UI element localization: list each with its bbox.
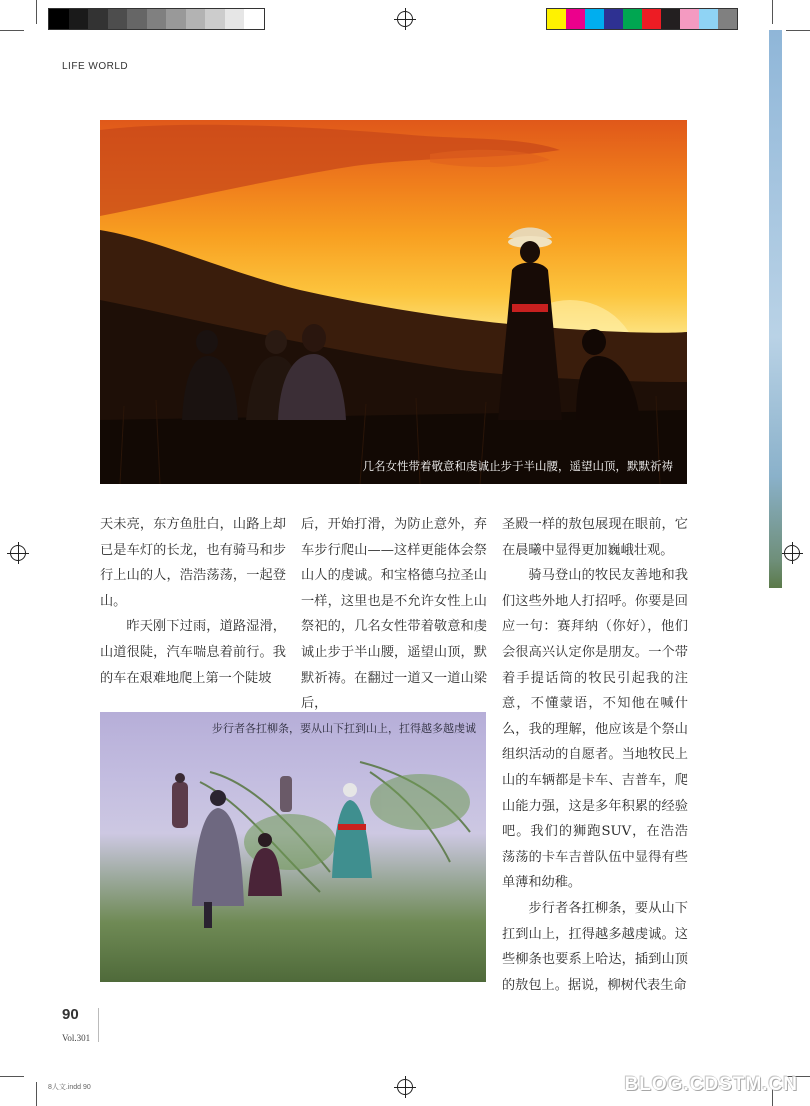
crop-mark xyxy=(772,0,773,24)
article-column-3 xyxy=(502,512,688,998)
gray-swatch xyxy=(244,9,264,29)
registration-mark-icon xyxy=(397,11,413,27)
color-swatch xyxy=(585,9,604,29)
watermark: BLOG.CDSTM.CN xyxy=(624,1074,798,1095)
paragraph: 步行者各扛柳条，要从山下扛到山上，扛得越多越虔诚。这些柳条也要系上哈达，插到山顶的敖包上。据说，柳树代表生命 xyxy=(502,900,688,993)
crop-mark xyxy=(36,1082,37,1106)
crop-mark xyxy=(0,1076,24,1077)
gray-swatch xyxy=(69,9,89,29)
photo-caption: 几名女性带着敬意和虔诚止步于半山腰，遥望山顶，默默祈祷 xyxy=(362,461,673,473)
gray-swatch xyxy=(88,9,108,29)
paragraph: 后，开始打滑，为防止意外，弃车步行爬山——这样更能体会祭山人的虔诚。和宝格德乌拉圣山一样，这里也是不允许女性上山祭祀的，几名女性带着敬意和虔诚止步于半山腰，遥望山顶，默默祈祷。在翻过一道又一道山梁后， xyxy=(301,517,487,712)
section-label: LIFE WORLD xyxy=(62,61,129,72)
color-calibration-bar xyxy=(546,8,738,30)
volume-label: Vol.301 xyxy=(62,1033,91,1043)
color-swatch xyxy=(566,9,585,29)
color-swatch xyxy=(699,9,718,29)
crop-mark xyxy=(36,0,37,24)
article-column-1 xyxy=(100,512,286,691)
footer-divider xyxy=(98,1008,99,1042)
photo-willow-walkers xyxy=(100,712,486,982)
adjacent-page-strip xyxy=(769,30,782,588)
page-number: 90 xyxy=(62,1006,79,1023)
crop-mark xyxy=(786,30,810,31)
color-swatch xyxy=(547,9,566,29)
paragraph: 昨天刚下过雨，道路湿滑，山道很陡，汽车喘息着前行。我的车在艰难地爬上第一个陡坡 xyxy=(100,619,286,686)
gray-swatch xyxy=(108,9,128,29)
color-swatch xyxy=(718,9,737,29)
gray-swatch xyxy=(205,9,225,29)
article-column-2 xyxy=(301,512,487,717)
print-slug: 8人文.indd 90 xyxy=(48,1084,91,1091)
gray-swatch xyxy=(225,9,245,29)
color-swatch xyxy=(661,9,680,29)
registration-mark-icon xyxy=(784,545,800,561)
photo-sunset-hillside xyxy=(100,120,687,484)
crop-mark xyxy=(0,30,24,31)
color-swatch xyxy=(680,9,699,29)
grayscale-calibration-bar xyxy=(48,8,265,30)
gray-swatch xyxy=(127,9,147,29)
color-swatch xyxy=(642,9,661,29)
gray-swatch xyxy=(147,9,167,29)
registration-mark-icon xyxy=(10,545,26,561)
paragraph: 骑马登山的牧民友善地和我们这些外地人打招呼。你要是回应一句：赛拜纳（你好），他们会很高兴认定你是朋友。一个带着手提话筒的牧民引起我的注意，不懂蒙语，不知他在喊什么，我的理解，他应该是个祭山组织活动的自愿者。当地牧民上山的车辆都是卡车、吉普车，爬山能力强，这是多年积累的经验吧。我们的狮跑SUV，在浩浩荡荡的卡车吉普队伍中显得有些单薄和幼稚。 xyxy=(502,568,688,891)
gray-swatch xyxy=(49,9,69,29)
registration-mark-icon xyxy=(397,1079,413,1095)
photo-caption: 步行者各扛柳条，要从山下扛到山上，扛得越多越虔诚 xyxy=(212,723,476,735)
gray-swatch xyxy=(166,9,186,29)
color-swatch xyxy=(623,9,642,29)
gray-swatch xyxy=(186,9,206,29)
color-swatch xyxy=(604,9,623,29)
paragraph: 天未亮，东方鱼肚白，山路上却已是车灯的长龙，也有骑马和步行上山的人，浩浩荡荡，一起登山。 xyxy=(100,517,286,609)
paragraph: 圣殿一样的敖包展现在眼前，它在晨曦中显得更加巍峨壮观。 xyxy=(502,517,688,558)
